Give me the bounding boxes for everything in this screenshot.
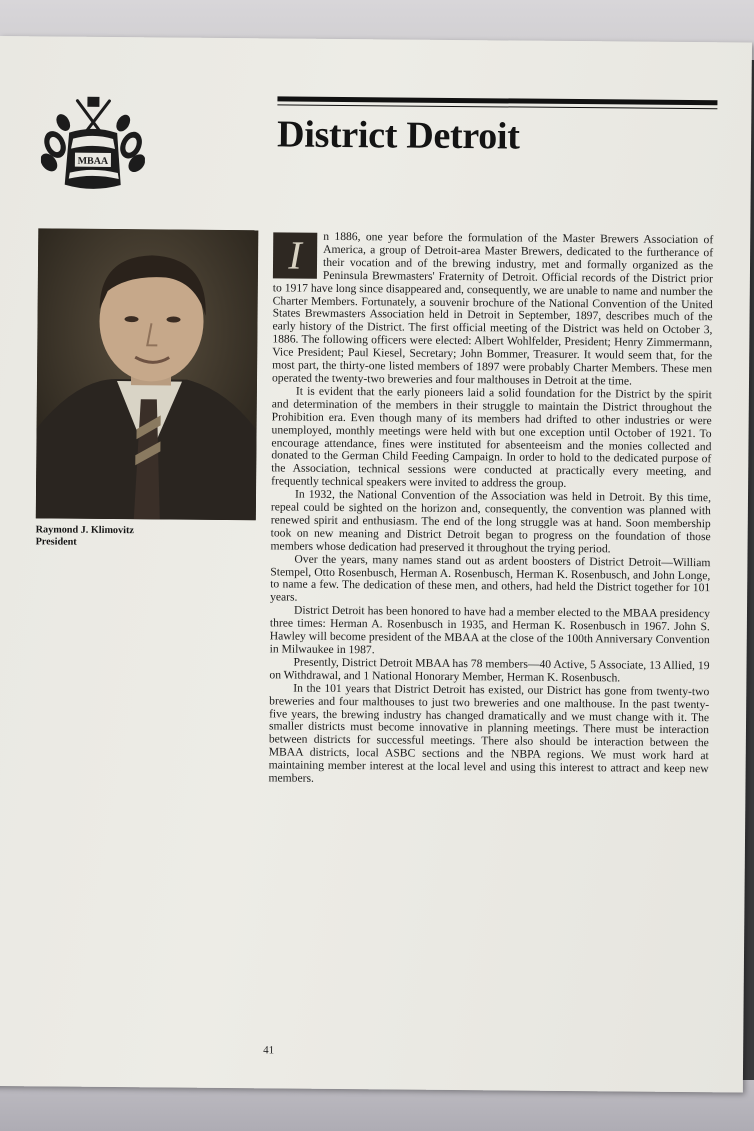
page-number: 41 <box>263 1044 275 1057</box>
dropcap-ornament <box>273 232 317 278</box>
paragraph-6: Presently, District Detroit MBAA has 78 members—40 Active, 5 Associate, 13 Allied, 19 on Withdrawal, and 1 National Honorary Member, Herman K. Rosenbusch. <box>269 655 710 685</box>
photo-caption <box>36 524 134 549</box>
logo-label: MBAA <box>77 155 109 167</box>
paragraph-1 <box>272 230 713 389</box>
paragraph-7: In the 101 years that District Detroit has existed, our District has gone from twenty-two breweries and four malthouses to just two breweries and one malthouse. In the past twenty-five years, the brewing industry has changed dramatically and we must change with it. The smaller districts must become innovative in planning meetings. There must be interaction between districts for successful meetings. There also should be interaction between the MBAA districts, local ASBC sections and the NBPA regions. We must work hard at maintaining member interest at the local level and using this interest to attract and keep new members. <box>268 681 710 785</box>
caption-name: Raymond J. Klimovitz <box>35 524 134 537</box>
president-portrait-photo <box>36 228 259 520</box>
title-rule-thick <box>277 96 717 105</box>
paragraph-2: It is evident that the early pioneers laid a solid foundation for the District by the spirit and determination of the members in their struggle to maintain the District throughout the Prohibition era. Even though many of its members had drifted to other industries or were unemployed, monthly meetings were held with but one exception until October of 1921. To encourage attendance, fines were instituted for absenteeism and the monies collected and donated to the German Child Feeding Campaign. In order to hold to the dedicated purpose of the Association, technical sessions were conducted at practically every meeting, and frequently technical speakers were invited to address the group. <box>271 384 712 491</box>
paragraph-text: n 1886, one year before the formulation of the Master Brewers Association of America, a group of Detroit-area Master Brewers, dedicated to the furtherance of their vocation and of the brewing industry, met and formally organized as the Peninsula Brewmasters' Fraternity of Detroit. Official records of the District prior to 1917 have long since disappeared and, consequently, we are unable to name and number the Charter Members. Fortunately, a souvenir brochure of the National Convention of the United States Brewmasters Association held in Detroit in September, 1897, describes much of the early history of the District. The first official meeting of the District was held on October 3, 1886. The following officers were elected: Albert Wohlfelder, President; Henry Zimmermann, Vice President; Paul Kiesel, Secretary; John Bommer, Treasurer. It would seem that, for the most part, the thirty-one listed members of 1897 were probably Charter Members. These men operated the twenty-two breweries and four malthouses in Detroit at the time. <box>271 229 714 388</box>
caption-role: President <box>35 536 77 548</box>
dropcap-letter: I <box>288 232 302 278</box>
mbaa-barrel-emblem-icon <box>41 92 146 197</box>
page-title: District Detroit <box>276 113 520 158</box>
book-page <box>0 36 752 1093</box>
paragraph-3: In 1932, the National Convention of the Association was held in Detroit. By this time, repeal could be sighted on the horizon and, consequently, the convention was planned with renewed spirit and enthusiasm. The end of the long struggle was at hand. Soon membership took on new meaning and District Detroit began to progress on the foundation of those members whose dedication had preserved it throughout the trying period. <box>270 487 712 556</box>
title-rule-thin <box>277 104 717 109</box>
paragraph-4: Over the years, many names stand out as ardent boosters of District Detroit—William Stempel, Otto Rosenbusch, Herman A. Rosenbusch, Herman K. Rosenbusch, and John Longe, to name a few. The dedication of these men, and others, had held the District together for 101 years. <box>270 552 711 604</box>
paragraph-5: District Detroit has been honored to have had a member elected to the MBAA presidency three times: Herman A. Rosenbusch in 1935, and Herman K. Rosenbusch in 1967. John S. Hawley will become president of the MBAA at the close of the 100th Anniversary Convention in Milwaukee in 1987. <box>269 603 711 657</box>
article-body <box>268 230 713 789</box>
